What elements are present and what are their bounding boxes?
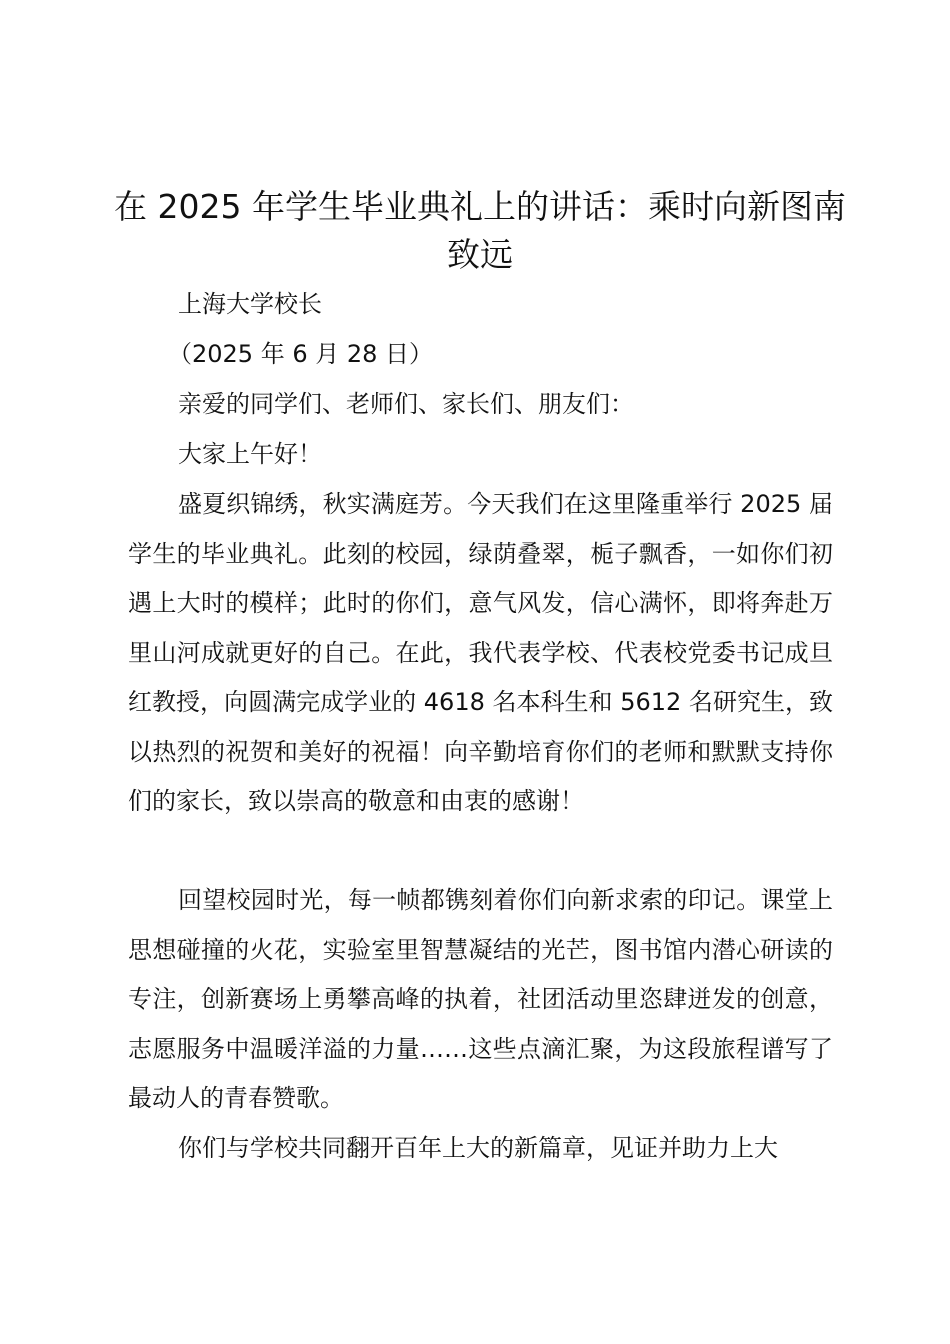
body-paragraph-1: 盛夏织锦绣，秋实满庭芳。今天我们在这里隆重举行 2025 届学生的毕业典礼。此刻的校园，绿荫叠翠，栀子飘香，一如你们初遇上大时的模样；此时的你们，意气风发，信心满怀，即将奔赴万里山河成就更好的自己。在此，我代表学校、代表校党委书记成旦红教授，向圆满完成学业的 4618 名本科生和 5612 名研究生，致以热烈的祝贺和美好的祝福！向辛勤培育你们的老师和默默支持你们的家长，致以崇高的敬意和由衷的感谢！ (128, 490, 833, 815)
opening-greeting: 大家上午好！ (178, 440, 322, 468)
speech-date: （2025 年 6 月 28 日） (168, 340, 434, 368)
body-paragraph-2: 回望校园时光，每一帧都镌刻着你们向新求索的印记。课堂上思想碰撞的火花，实验室里智慧凝结的光芒，图书馆内潜心研读的专注，创新赛场上勇攀高峰的执着，社团活动里恣肆迸发的创意，志愿服务中温暖洋溢的力量……这些点滴汇聚，为这段旅程谱写了最动人的青春赞歌。 (128, 886, 833, 1112)
speaker-line: 上海大学校长 (178, 290, 322, 318)
salutation: 亲爱的同学们、老师们、家长们、朋友们： (178, 390, 634, 418)
document-title: 在 2025 年学生毕业典礼上的讲话：乘时向新图南致远 (114, 187, 846, 274)
body-paragraph-3: 你们与学校共同翻开百年上大的新篇章，见证并助力上大 (178, 1134, 778, 1162)
